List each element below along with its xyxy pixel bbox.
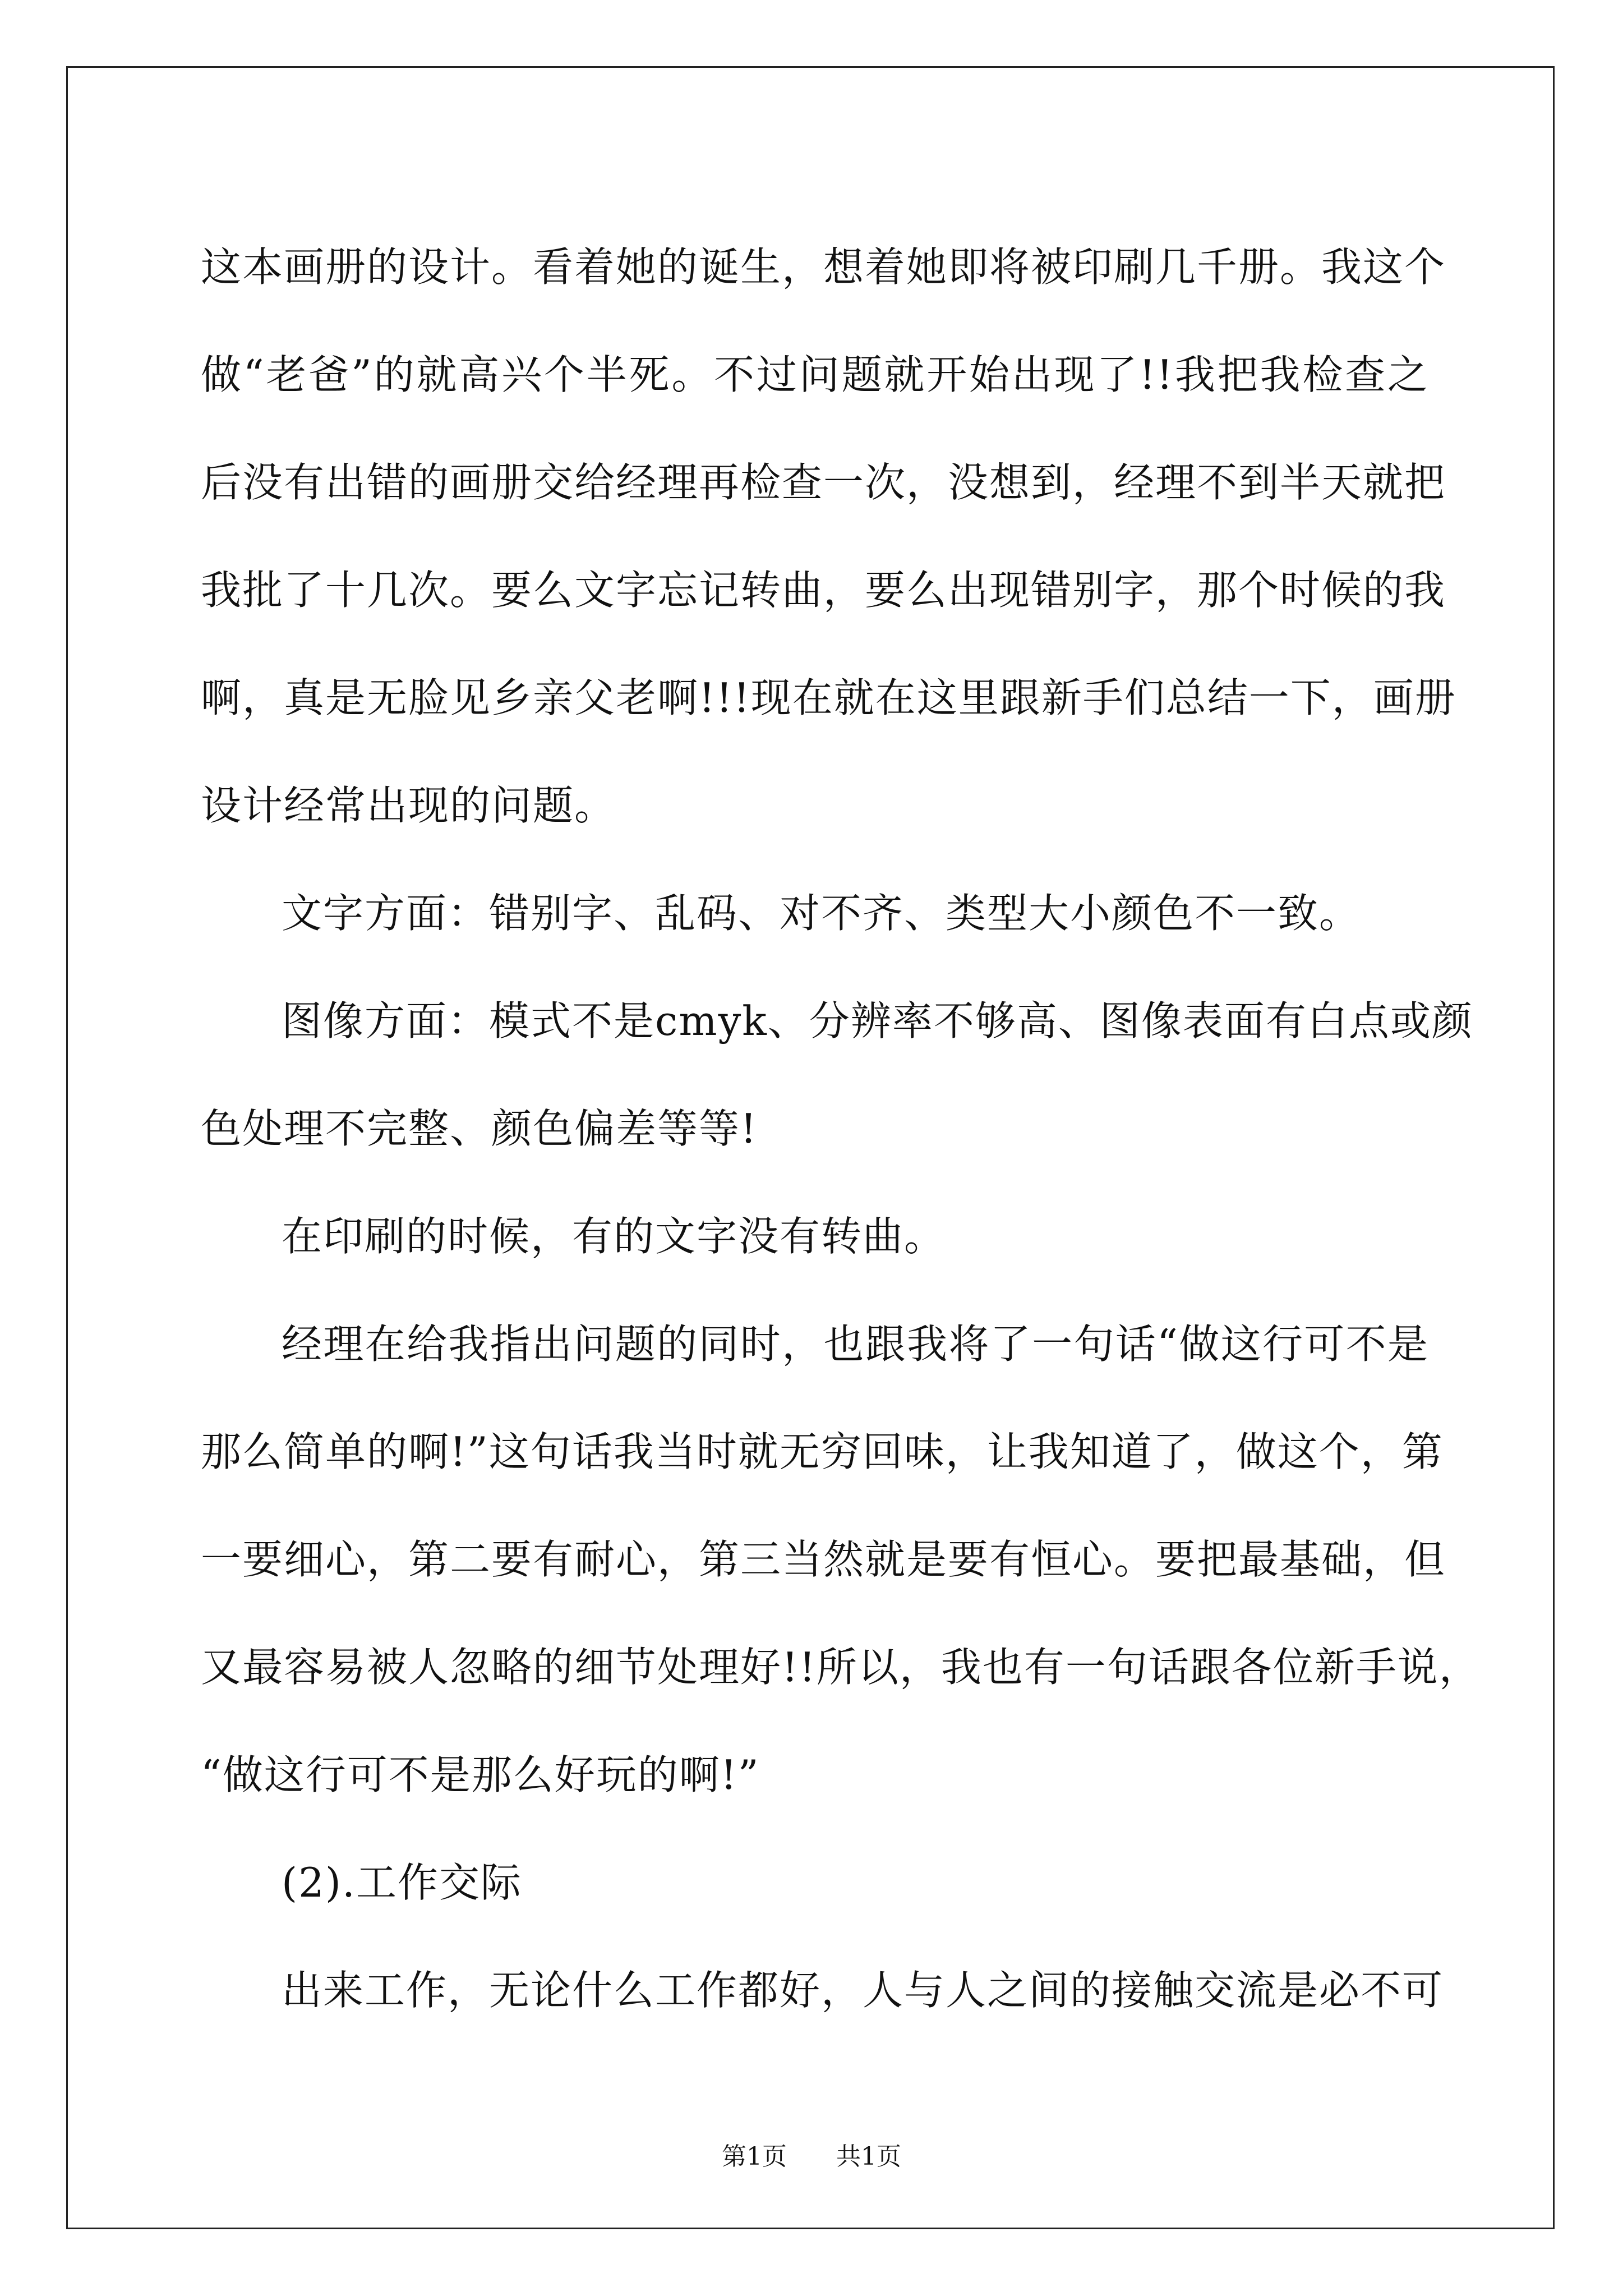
- text-line-6: 设计经常出现的问题。: [201, 782, 616, 829]
- text-line-8: 图像方面：模式不是cmyk、分辨率不够高、图像表面有白点或颜: [282, 997, 1473, 1045]
- text-line-11: 经理在给我指出问题的同时，也跟我将了一句话“做这行可不是: [282, 1320, 1429, 1368]
- page-number-current: 第1页: [722, 2142, 787, 2171]
- text-line-12: 那么简单的啊!”这句话我当时就无穷回味，让我知道了，做这个，第: [201, 1428, 1444, 1475]
- text-line-2: 做“老爸”的就高兴个半死。不过问题就开始出现了!!我把我检查之: [201, 351, 1429, 398]
- text-line-9: 色处理不完整、颜色偏差等等!: [201, 1105, 758, 1152]
- page-number-total: 共1页: [836, 2142, 901, 2171]
- text-line-1: 这本画册的设计。看着她的诞生，想着她即将被印刷几千册。我这个: [201, 243, 1446, 291]
- text-line-4: 我批了十几次。要么文字忘记转曲，要么出现错别字，那个时候的我: [201, 567, 1446, 614]
- text-line-3: 后没有出错的画册交给经理再检查一次，没想到，经理不到半天就把: [201, 459, 1446, 506]
- page-footer: [0, 2140, 1623, 2174]
- text-line-13: 一要细心，第二要有耐心，第三当然就是要有恒心。要把最基础，但: [201, 1536, 1446, 1583]
- text-line-15: “做这行可不是那么好玩的啊!”: [201, 1751, 760, 1798]
- text-line-5: 啊，真是无脸见乡亲父老啊!!!现在就在这里跟新手们总结一下，画册: [201, 674, 1456, 721]
- text-line-16: (2).工作交际: [282, 1859, 522, 1906]
- document-body: [201, 213, 1481, 2044]
- text-line-10: 在印刷的时候，有的文字没有转曲。: [282, 1213, 946, 1260]
- text-line-14: 又最容易被人忽略的细节处理好!!所以，我也有一句话跟各位新手说，: [201, 1644, 1481, 1691]
- text-line-7: 文字方面：错别字、乱码、对不齐、类型大小颜色不一致。: [282, 890, 1361, 937]
- text-line-17: 出来工作，无论什么工作都好，人与人之间的接触交流是必不可: [282, 1967, 1444, 2014]
